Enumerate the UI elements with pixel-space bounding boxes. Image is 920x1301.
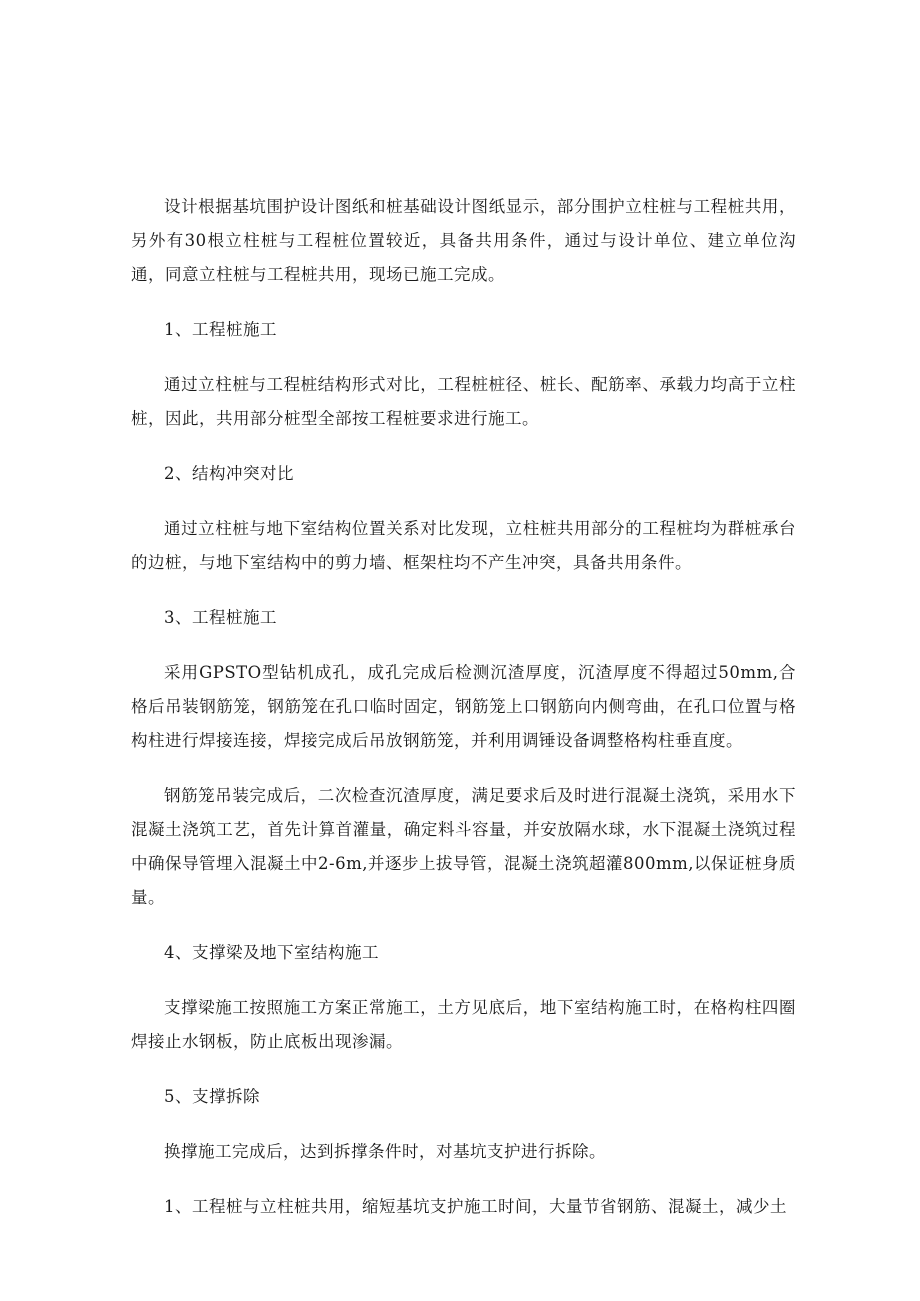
conclusion-paragraph-1: 1、工程桩与立柱桩共用，缩短基坑支护施工时间，大量节省钢筋、混凝土，减少土	[164, 1197, 787, 1216]
section-3-heading: 3、工程桩施工	[164, 608, 277, 627]
section-1-heading: 1、工程桩施工	[164, 320, 277, 339]
section-5-heading: 5、支撑拆除	[164, 1087, 260, 1106]
section-4-heading: 4、支撑梁及地下室结构施工	[164, 943, 379, 962]
section-2-paragraph: 通过立柱桩与地下室结构位置关系对比发现，立柱桩共用部分的工程桩均为群桩承台的边桩，与地下室结构中的剪力墙、框架柱均不产生冲突，具备共用条件。	[131, 519, 796, 572]
section-5-paragraph: 换撑施工完成后，达到拆撑条件时，对基坑支护进行拆除。	[164, 1142, 606, 1161]
section-3-paragraph-1: 采用GPSTO型钻机成孔，成孔完成后检测沉渣厚度，沉渣厚度不得超过50mm,合格后吊装钢筋笼，钢筋笼在孔口临时固定，钢筋笼上口钢筋向内侧弯曲，在孔口位置与格构柱进行焊接连接，焊接完成后吊放钢筋笼，并利用调锤设备调整格构柱垂直度。	[131, 663, 796, 750]
document-body	[131, 190, 796, 1245]
section-1-paragraph: 通过立柱桩与工程桩结构形式对比，工程桩桩径、桩长、配筋率、承载力均高于立柱桩，因此，共用部分桩型全部按工程桩要求进行施工。	[131, 375, 796, 428]
section-3-paragraph-2: 钢筋笼吊装完成后，二次检查沉渣厚度，满足要求后及时进行混凝土浇筑，采用水下混凝土浇筑工艺，首先计算首灌量，确定料斗容量，并安放隔水球，水下混凝土浇筑过程中确保导管埋入混凝土中2-6m,并逐步上拔导管，混凝土浇筑超灌800mm,以保证桩身质量。	[131, 786, 796, 907]
section-4-paragraph: 支撑梁施工按照施工方案正常施工，土方见底后，地下室结构施工时，在格构柱四圈焊接止水钢板，防止底板出现渗漏。	[131, 998, 796, 1051]
section-2-heading: 2、结构冲突对比	[164, 464, 294, 483]
intro-paragraph: 设计根据基坑围护设计图纸和桩基础设计图纸显示，部分围护立柱桩与工程桩共用，另外有30根立柱桩与工程桩位置较近，具备共用条件，通过与设计单位、建立单位沟通，同意立柱桩与工程桩共用，现场已施工完成。	[131, 197, 796, 284]
